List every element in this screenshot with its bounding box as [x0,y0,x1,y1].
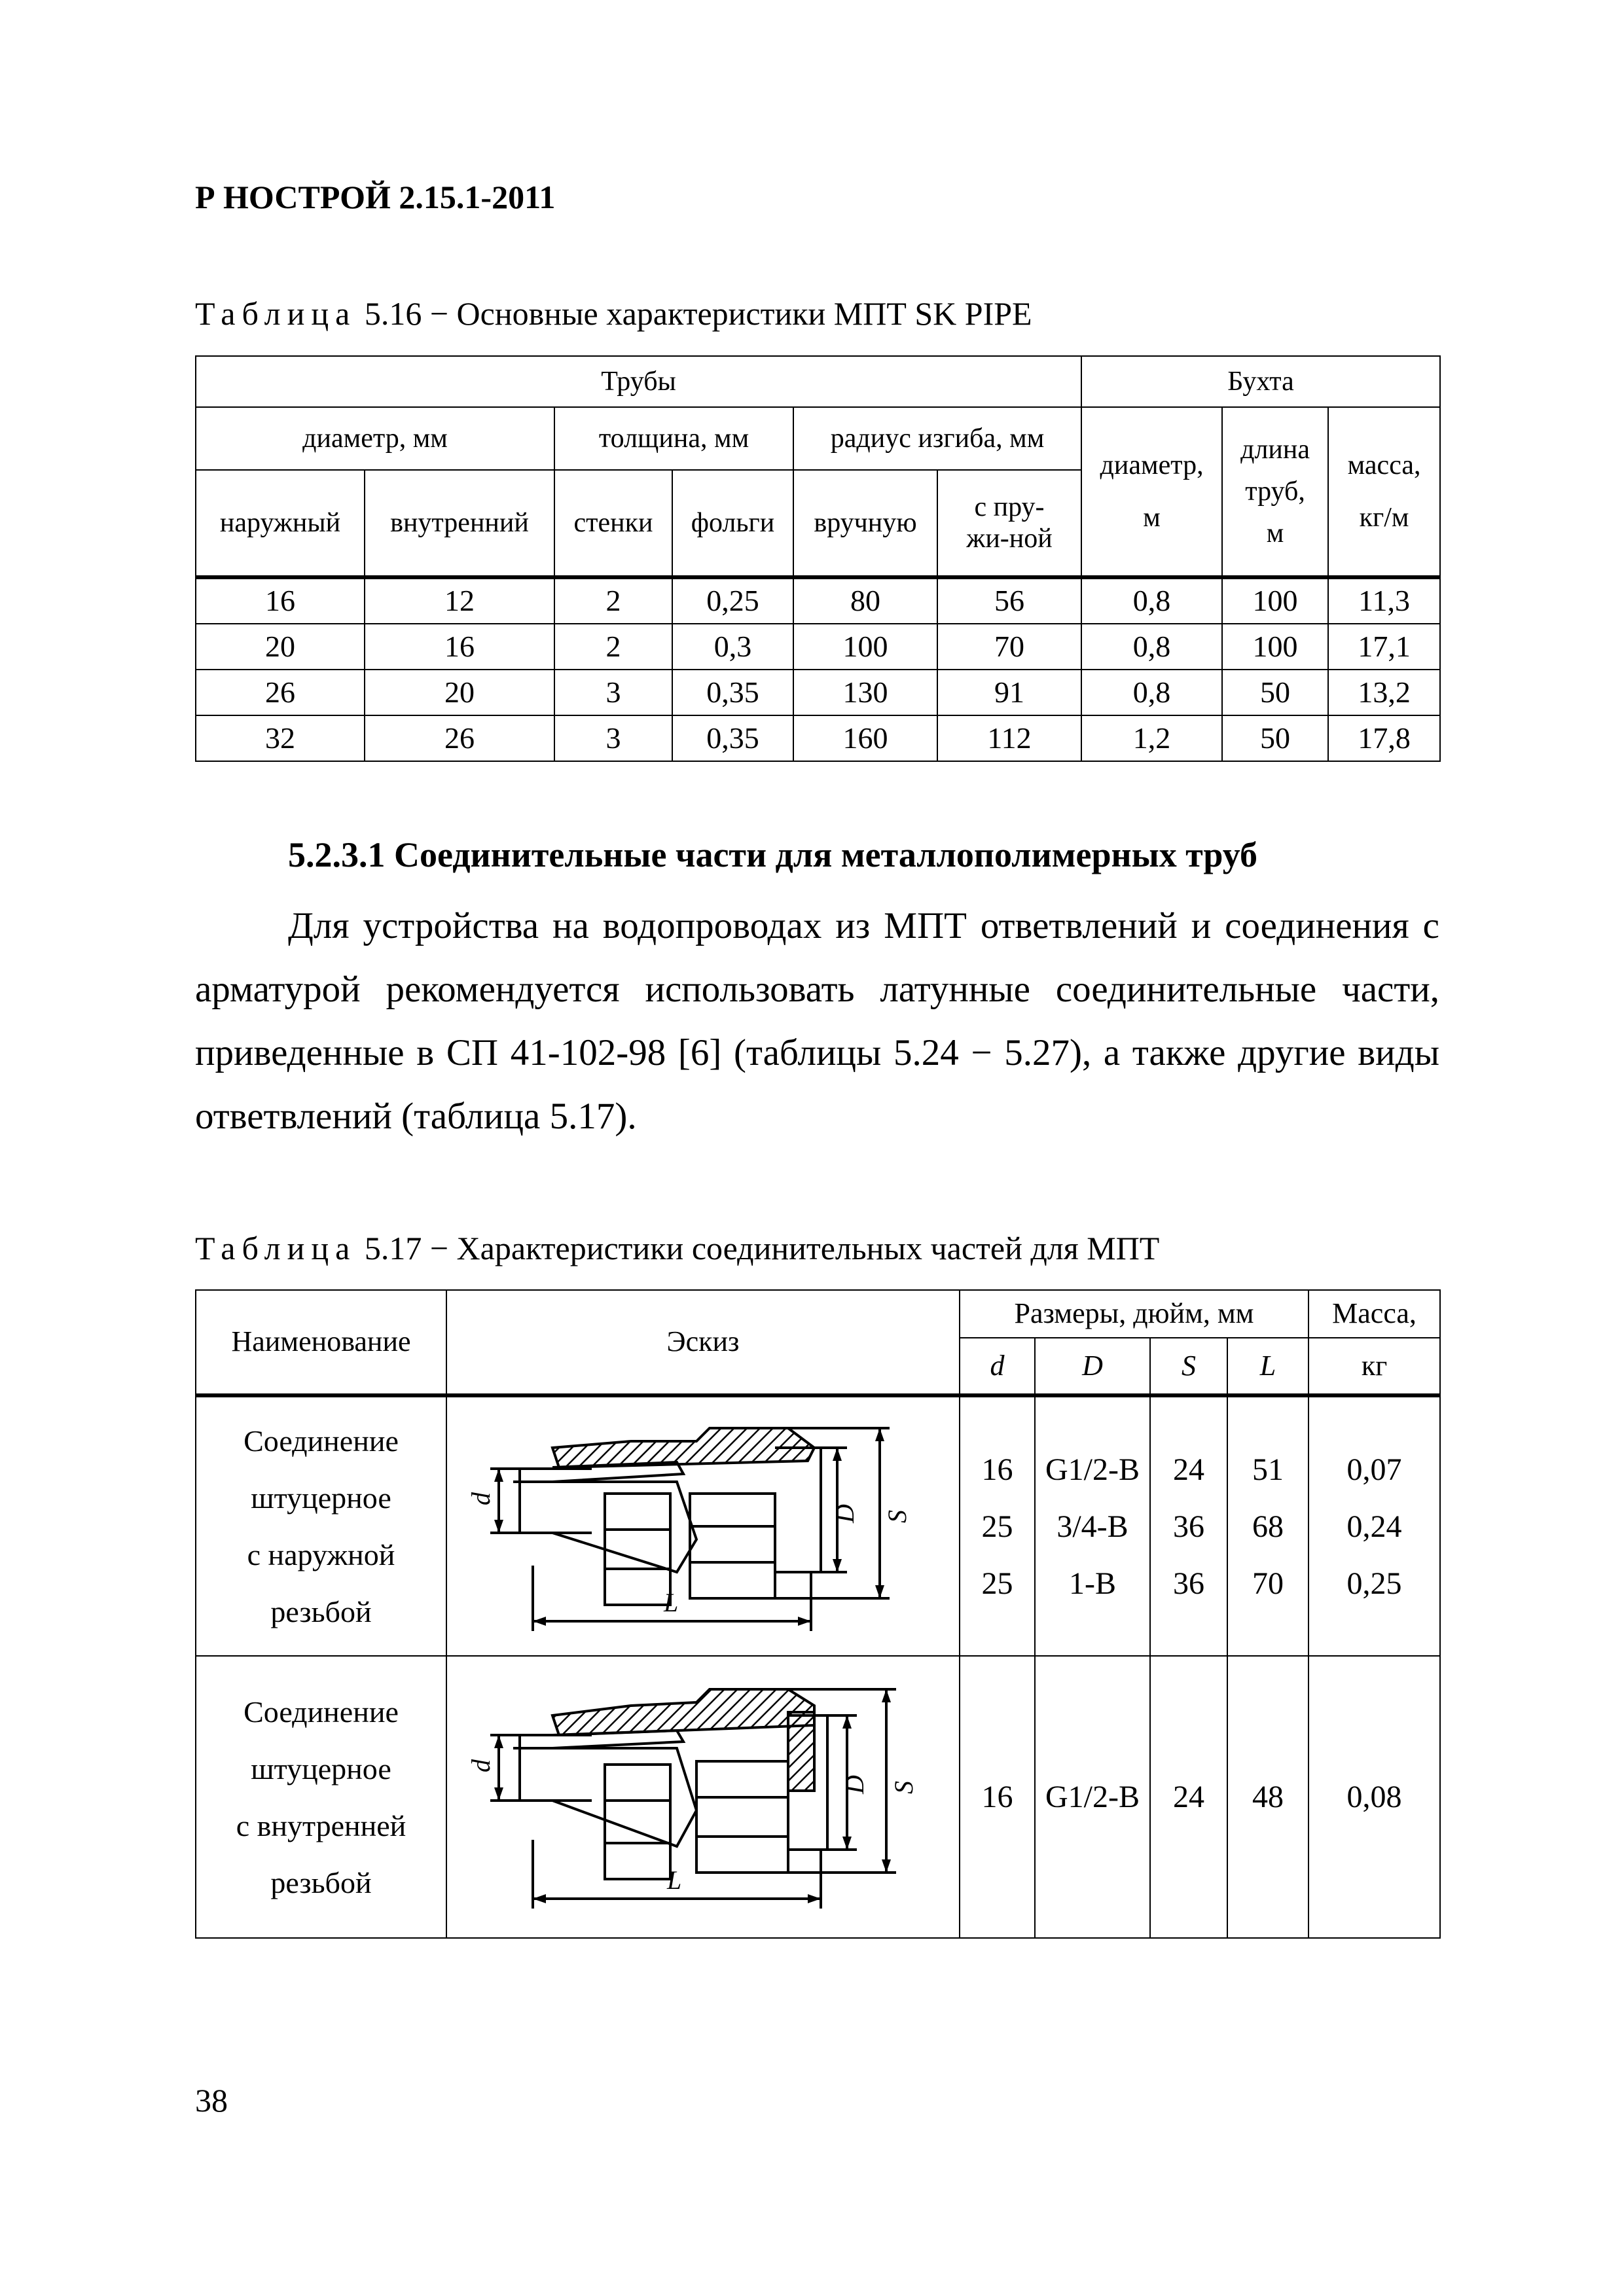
cell: 100 [793,624,937,670]
row-L [1227,1395,1308,1656]
header-mass-line2: кг/м [1359,503,1409,533]
sketch-label-S: S [889,1780,918,1794]
row-sketch [446,1656,960,1938]
header-coil-length [1222,407,1328,577]
cell: 25 [981,1566,1013,1601]
cell: 48 [1252,1780,1284,1814]
row-name-line: с наружной [247,1538,395,1571]
sketch-label-S: S [882,1510,912,1523]
cell: 0,07 [1346,1452,1402,1487]
cell: 36 [1173,1566,1204,1601]
cell: 0,8 [1081,577,1222,624]
cell: 0,3 [672,624,793,670]
paragraph-text: Для устройства на водопроводах из МПТ ответвлений и соединения с арматурой рекомендуется использовать латунные соединительные части, приведенные в СП 41-102-98 [6] (таблицы 5.24 − 5.27), а также другие виды ответвлений (таблица 5.17). [195,905,1439,1137]
table-row [196,1395,1440,1656]
table-517-caption-word: Таблица [195,1230,357,1266]
table-516-caption-word: Таблица [195,295,357,332]
row-sketch [446,1395,960,1656]
row-d [960,1395,1035,1656]
cell: 2 [554,624,672,670]
cell: 3/4-B [1056,1509,1128,1544]
header-sizes: Размеры, дюйм, мм [960,1290,1308,1338]
sketch-label-d: d [466,1492,496,1505]
row-name-line: с внутренней [236,1808,406,1842]
header-d: d [960,1338,1035,1395]
row-name-line: Соединение [244,1695,399,1729]
row-mass [1308,1395,1440,1656]
cell: 20 [196,624,365,670]
header-mass-unit: кг [1308,1338,1440,1395]
header-coil-diameter-line1: диаметр, [1100,450,1204,480]
cell: 0,8 [1081,624,1222,670]
cell: 17,1 [1328,624,1440,670]
header-coil: Бухта [1081,356,1440,407]
header-coil-length-line2: труб, [1245,476,1305,507]
cell: 1,2 [1081,715,1222,761]
row-S [1150,1656,1227,1938]
cell: 26 [365,715,554,761]
cell: 3 [554,670,672,715]
fitting-external-thread-sketch [466,1408,926,1644]
row-d [960,1656,1035,1938]
cell: 12 [365,577,554,624]
cell: 16 [981,1780,1013,1814]
sketch-label-D: D [830,1504,859,1523]
header-mass-line1: масса, [1347,450,1421,480]
header-mass: Масса, [1308,1290,1440,1338]
sketch-label-d: d [466,1759,496,1772]
header-D: D [1035,1338,1150,1395]
cell: 26 [196,670,365,715]
row-name-line: Соединение [244,1424,399,1458]
cell: 17,8 [1328,715,1440,761]
sketch-label-D: D [840,1774,869,1794]
cell: 51 [1252,1452,1284,1487]
table-row [196,715,1440,761]
header-foil: фольги [672,470,793,577]
table-row [196,624,1440,670]
row-name-line: штуцерное [251,1481,391,1515]
cell: 50 [1222,670,1328,715]
table-517-caption [195,1229,1159,1267]
row-name-line: штуцерное [251,1751,391,1785]
header-mass [1328,407,1440,577]
header-coil-length-line3: м [1266,518,1284,548]
row-name [196,1395,446,1656]
cell: 24 [1173,1780,1204,1814]
header-coil-diameter [1081,407,1222,577]
table-517 [195,1289,1441,1939]
row-D [1035,1395,1150,1656]
cell: 0,35 [672,715,793,761]
cell: 13,2 [1328,670,1440,715]
header-sketch: Эскиз [446,1290,960,1395]
header-inner: внутренний [365,470,554,577]
header-spring-line2: жи-ной [966,524,1053,554]
cell: G1/2-B [1045,1780,1140,1814]
header-coil-diameter-line2: м [1143,503,1161,533]
header-diameter: диаметр, мм [196,407,554,470]
cell: 0,25 [1346,1566,1402,1601]
header-spring [937,470,1081,577]
row-name [196,1656,446,1938]
cell: 100 [1222,577,1328,624]
row-D [1035,1656,1150,1938]
row-name-line: резьбой [270,1865,372,1899]
cell: 11,3 [1328,577,1440,624]
header-outer: наружный [196,470,365,577]
cell: 91 [937,670,1081,715]
cell: 68 [1252,1509,1284,1544]
header-pipes: Трубы [196,356,1081,407]
cell: 0,08 [1346,1780,1402,1814]
page-number: 38 [195,2082,228,2119]
cell: 80 [793,577,937,624]
document-code-header: Р НОСТРОЙ 2.15.1-2011 [195,179,556,215]
section-heading: 5.2.3.1 Соединительные части для металлополимерных труб [288,835,1258,874]
cell: 0,35 [672,670,793,715]
header-S: S [1150,1338,1227,1395]
cell: 32 [196,715,365,761]
cell: 24 [1173,1452,1204,1487]
table-row [196,670,1440,715]
cell: 36 [1173,1509,1204,1544]
fitting-internal-thread-sketch [466,1673,926,1922]
cell: 100 [1222,624,1328,670]
cell: 2 [554,577,672,624]
row-S [1150,1395,1227,1656]
table-516-caption-text: 5.16 − Основные характеристики МПТ SK PIPE [364,295,1032,332]
sketch-label-L: L [664,1588,679,1617]
header-spring-line1: с пру- [974,492,1045,522]
cell: 160 [793,715,937,761]
header-name: Наименование [196,1290,446,1395]
cell: 130 [793,670,937,715]
table-516 [195,355,1441,762]
table-517-caption-text: 5.17 − Характеристики соединительных частей для МПТ [364,1230,1160,1266]
header-thickness: толщина, мм [554,407,793,470]
cell: 70 [937,624,1081,670]
cell: 70 [1252,1566,1284,1601]
cell: 16 [196,577,365,624]
header-coil-length-line1: длина [1240,435,1310,465]
cell: 50 [1222,715,1328,761]
cell: 25 [981,1509,1013,1544]
header-wall: стенки [554,470,672,577]
cell: 20 [365,670,554,715]
cell: 16 [981,1452,1013,1487]
cell: 56 [937,577,1081,624]
cell: 16 [365,624,554,670]
sketch-label-L: L [667,1865,682,1895]
cell: 0,25 [672,577,793,624]
row-L [1227,1656,1308,1938]
table-row [196,577,1440,624]
header-bend-radius: радиус изгиба, мм [793,407,1081,470]
cell: 112 [937,715,1081,761]
cell: 0,8 [1081,670,1222,715]
body-paragraph [195,894,1439,1148]
cell: G1/2-B [1045,1452,1140,1487]
header-L: L [1227,1338,1308,1395]
cell: 0,24 [1346,1509,1402,1544]
table-row [196,1656,1440,1938]
cell: 3 [554,715,672,761]
row-mass [1308,1656,1440,1938]
cell: 1-B [1069,1566,1116,1601]
table-516-caption [195,295,1032,332]
row-name-line: резьбой [270,1595,372,1628]
header-manual: вручную [793,470,937,577]
